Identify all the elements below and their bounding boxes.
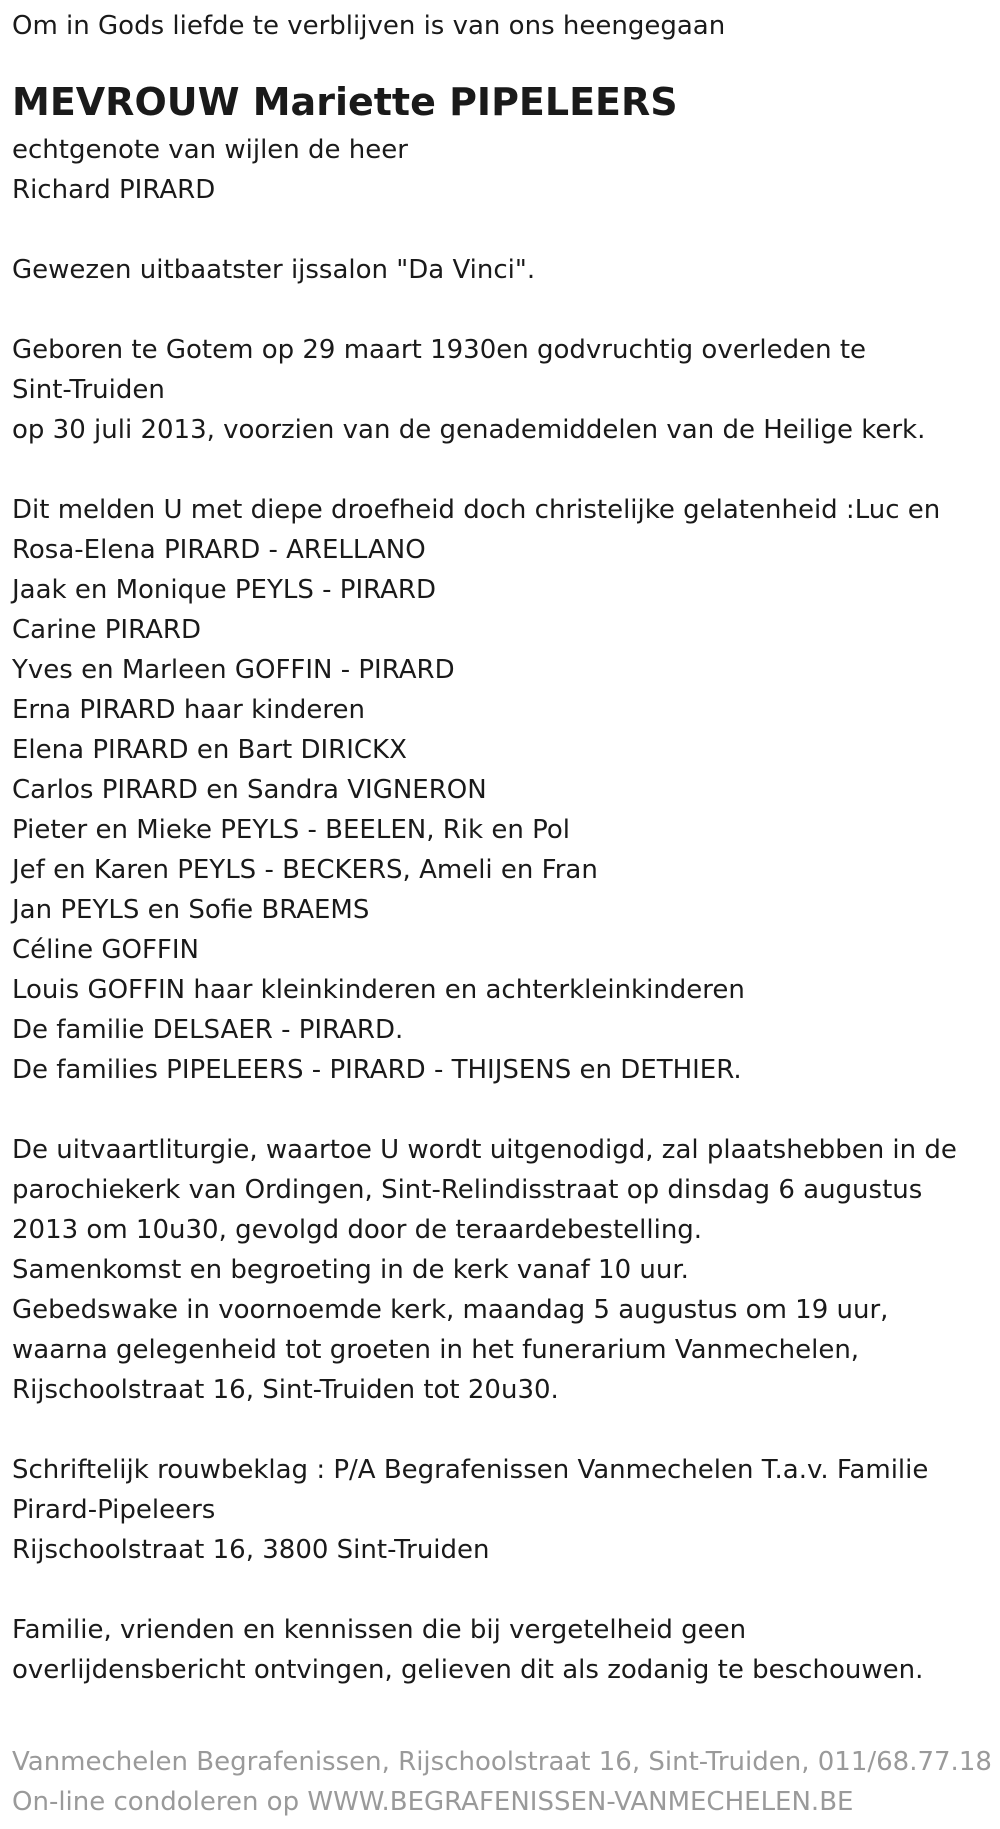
funeral-line: De uitvaartliturgie, waartoe U wordt uitgenodigd, zal plaatshebben in de [12, 1135, 957, 1165]
family-line: Rosa-Elena PIRARD - ARELLANO [12, 535, 426, 565]
family-line: Carlos PIRARD en Sandra VIGNERON [12, 775, 487, 805]
family-line: De familie DELSAER - PIRARD. [12, 1015, 404, 1045]
funeral-line: waarna gelegenheid tot groeten in het funerarium Vanmechelen, [12, 1335, 860, 1365]
spouse-section [12, 130, 1000, 210]
family-line: Erna PIRARD haar kinderen [12, 695, 365, 725]
funeral-line: parochiekerk van Ordingen, Sint-Relindisstraat op dinsdag 6 augustus [12, 1175, 923, 1205]
footer [12, 1742, 992, 1822]
family-line: Louis GOFFIN haar kleinkinderen en achterkleinkinderen [12, 975, 745, 1005]
funeral-line: Samenkomst en begroeting in de kerk vanaf 10 uur. [12, 1255, 689, 1285]
birth-death-line: Sint-Truiden [12, 375, 165, 405]
birth-death-section [12, 330, 1000, 450]
condolence-address-line: Pirard-Pipeleers [12, 1495, 216, 1525]
family-line: Céline GOFFIN [12, 935, 199, 965]
condolence-address-line: Rijschoolstraat 16, 3800 Sint-Truiden [12, 1535, 490, 1565]
spacer [12, 450, 1000, 490]
family-line: Jaak en Monique PEYLS - PIRARD [12, 575, 436, 605]
spacer [12, 1090, 1000, 1130]
funeral-line: Rijschoolstraat 16, Sint-Truiden tot 20u30. [12, 1375, 559, 1405]
deceased-name: MEVROUW Mariette PIPELEERS [12, 80, 678, 124]
spouse-line: Richard PIRARD [12, 175, 216, 205]
family-line: De families PIPELEERS - PIRARD - THIJSENS en DETHIER. [12, 1055, 742, 1085]
family-line: Elena PIRARD en Bart DIRICKX [12, 735, 407, 765]
family-line: Pieter en Mieke PEYLS - BEELEN, Rik en Pol [12, 815, 570, 845]
closing-section [12, 1610, 1000, 1690]
spacer [12, 1570, 1000, 1610]
funeral-section [12, 1130, 1000, 1410]
spacer [12, 1410, 1000, 1450]
footer-contact-line: Vanmechelen Begrafenissen, Rijschoolstraat 16, Sint-Truiden, 011/68.77.18 [12, 1747, 992, 1777]
condolence-address-line: Schriftelijk rouwbeklag : P/A Begrafenissen Vanmechelen T.a.v. Familie [12, 1455, 929, 1485]
funeral-line: Gebedswake in voornoemde kerk, maandag 5 augustus om 19 uur, [12, 1295, 889, 1325]
family-line: Yves en Marleen GOFFIN - PIRARD [12, 655, 455, 685]
condolence-address-section [12, 1450, 1000, 1570]
birth-death-line: op 30 juli 2013, voorzien van de genademiddelen van de Heilige kerk. [12, 415, 926, 445]
family-line: Carine PIRARD [12, 615, 201, 645]
occupation-line: Gewezen uitbaatster ijssalon "Da Vinci". [12, 255, 536, 285]
family-line: Jan PEYLS en Sofie BRAEMS [12, 895, 370, 925]
family-line: Dit melden U met diepe droefheid doch christelijke gelatenheid :Luc en [12, 495, 941, 525]
footer-website-line[interactable]: On-line condoleren op WWW.BEGRAFENISSEN-VANMECHELEN.BE [12, 1787, 854, 1817]
closing-line: overlijdensbericht ontvingen, gelieven dit als zodanig te beschouwen. [12, 1655, 924, 1685]
family-section [12, 490, 1000, 1090]
spouse-line: echtgenote van wijlen de heer [12, 135, 408, 165]
funeral-line: 2013 om 10u30, gevolgd door de teraardebestelling. [12, 1215, 703, 1245]
family-line: Jef en Karen PEYLS - BECKERS, Ameli en Fran [12, 855, 598, 885]
birth-death-line: Geboren te Gotem op 29 maart 1930en godvruchtig overleden te [12, 335, 867, 365]
spacer [12, 210, 1000, 250]
intro-line: Om in Gods liefde te verblijven is van ons heengegaan [12, 11, 726, 41]
closing-line: Familie, vrienden en kennissen die bij vergetelheid geen [12, 1615, 747, 1645]
spacer [12, 290, 1000, 330]
